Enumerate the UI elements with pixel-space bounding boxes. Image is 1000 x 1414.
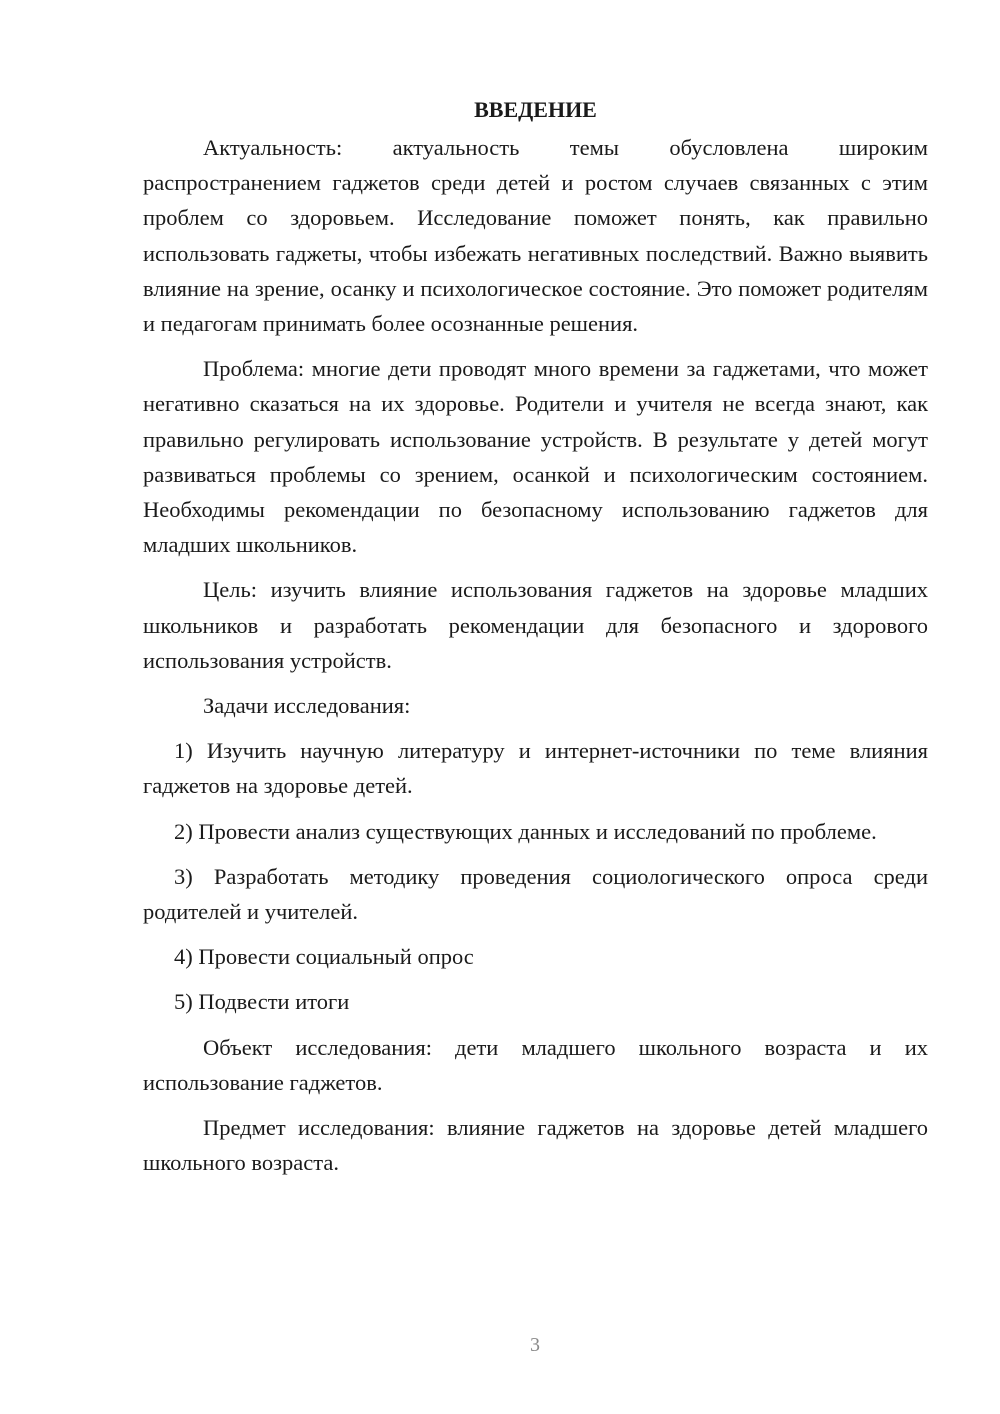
task-item-3: 3) Разработать методику проведения социологического опроса среди родителей и учителей. (143, 863, 928, 925)
tasks-heading: Задачи исследования: (203, 693, 411, 719)
paragraph-goal: Цель: изучить влияние использования гаджетов на здоровье младших школьников и разработать рекомендации для безопасного и здорового использования устройств. (143, 577, 928, 673)
task-item-1: 1) Изучить научную литературу и интернет-источники по теме влияния гаджетов на здоровье детей. (143, 738, 928, 799)
paragraph-relevance: Актуальность: актуальность темы обусловлена широким распространением гаджетов среди детей и ростом случаев связанных с этим проблем со здоровьем. Исследование поможет понять, как правильно использовать гаджеты, чтобы избежать негативных последствий. Важно выявить влияние на зрение, осанку и психологическое состояние. Это поможет родителям и педагогам принимать более осознанные решения. (143, 135, 928, 337)
document-page (143, 92, 928, 1190)
task-item-2: 2) Провести анализ существующих данных и исследований по проблеме. (174, 818, 877, 844)
task-item-5: 5) Подвести итоги (174, 989, 350, 1015)
paragraph-subject: Предмет исследования: влияние гаджетов на здоровье детей младшего школьного возраста. (143, 1115, 928, 1176)
page-number: 3 (530, 1334, 540, 1356)
task-item-4: 4) Провести социальный опрос (174, 944, 474, 970)
paragraph-object: Объект исследования: дети младшего школьного возраста и их использование гаджетов. (143, 1034, 928, 1095)
section-title: ВВЕДЕНИЕ (474, 97, 597, 122)
paragraph-problem: Проблема: многие дети проводят много времени за гаджетами, что может негативно сказаться на их здоровье. Родители и учителя не всегда знают, как правильно регулировать использование устройств. В результате у детей могут развиваться проблемы со зрением, осанкой и психологическим состоянием. Необходимы рекомендации по безопасному использованию гаджетов для младших школьников. (143, 356, 928, 558)
